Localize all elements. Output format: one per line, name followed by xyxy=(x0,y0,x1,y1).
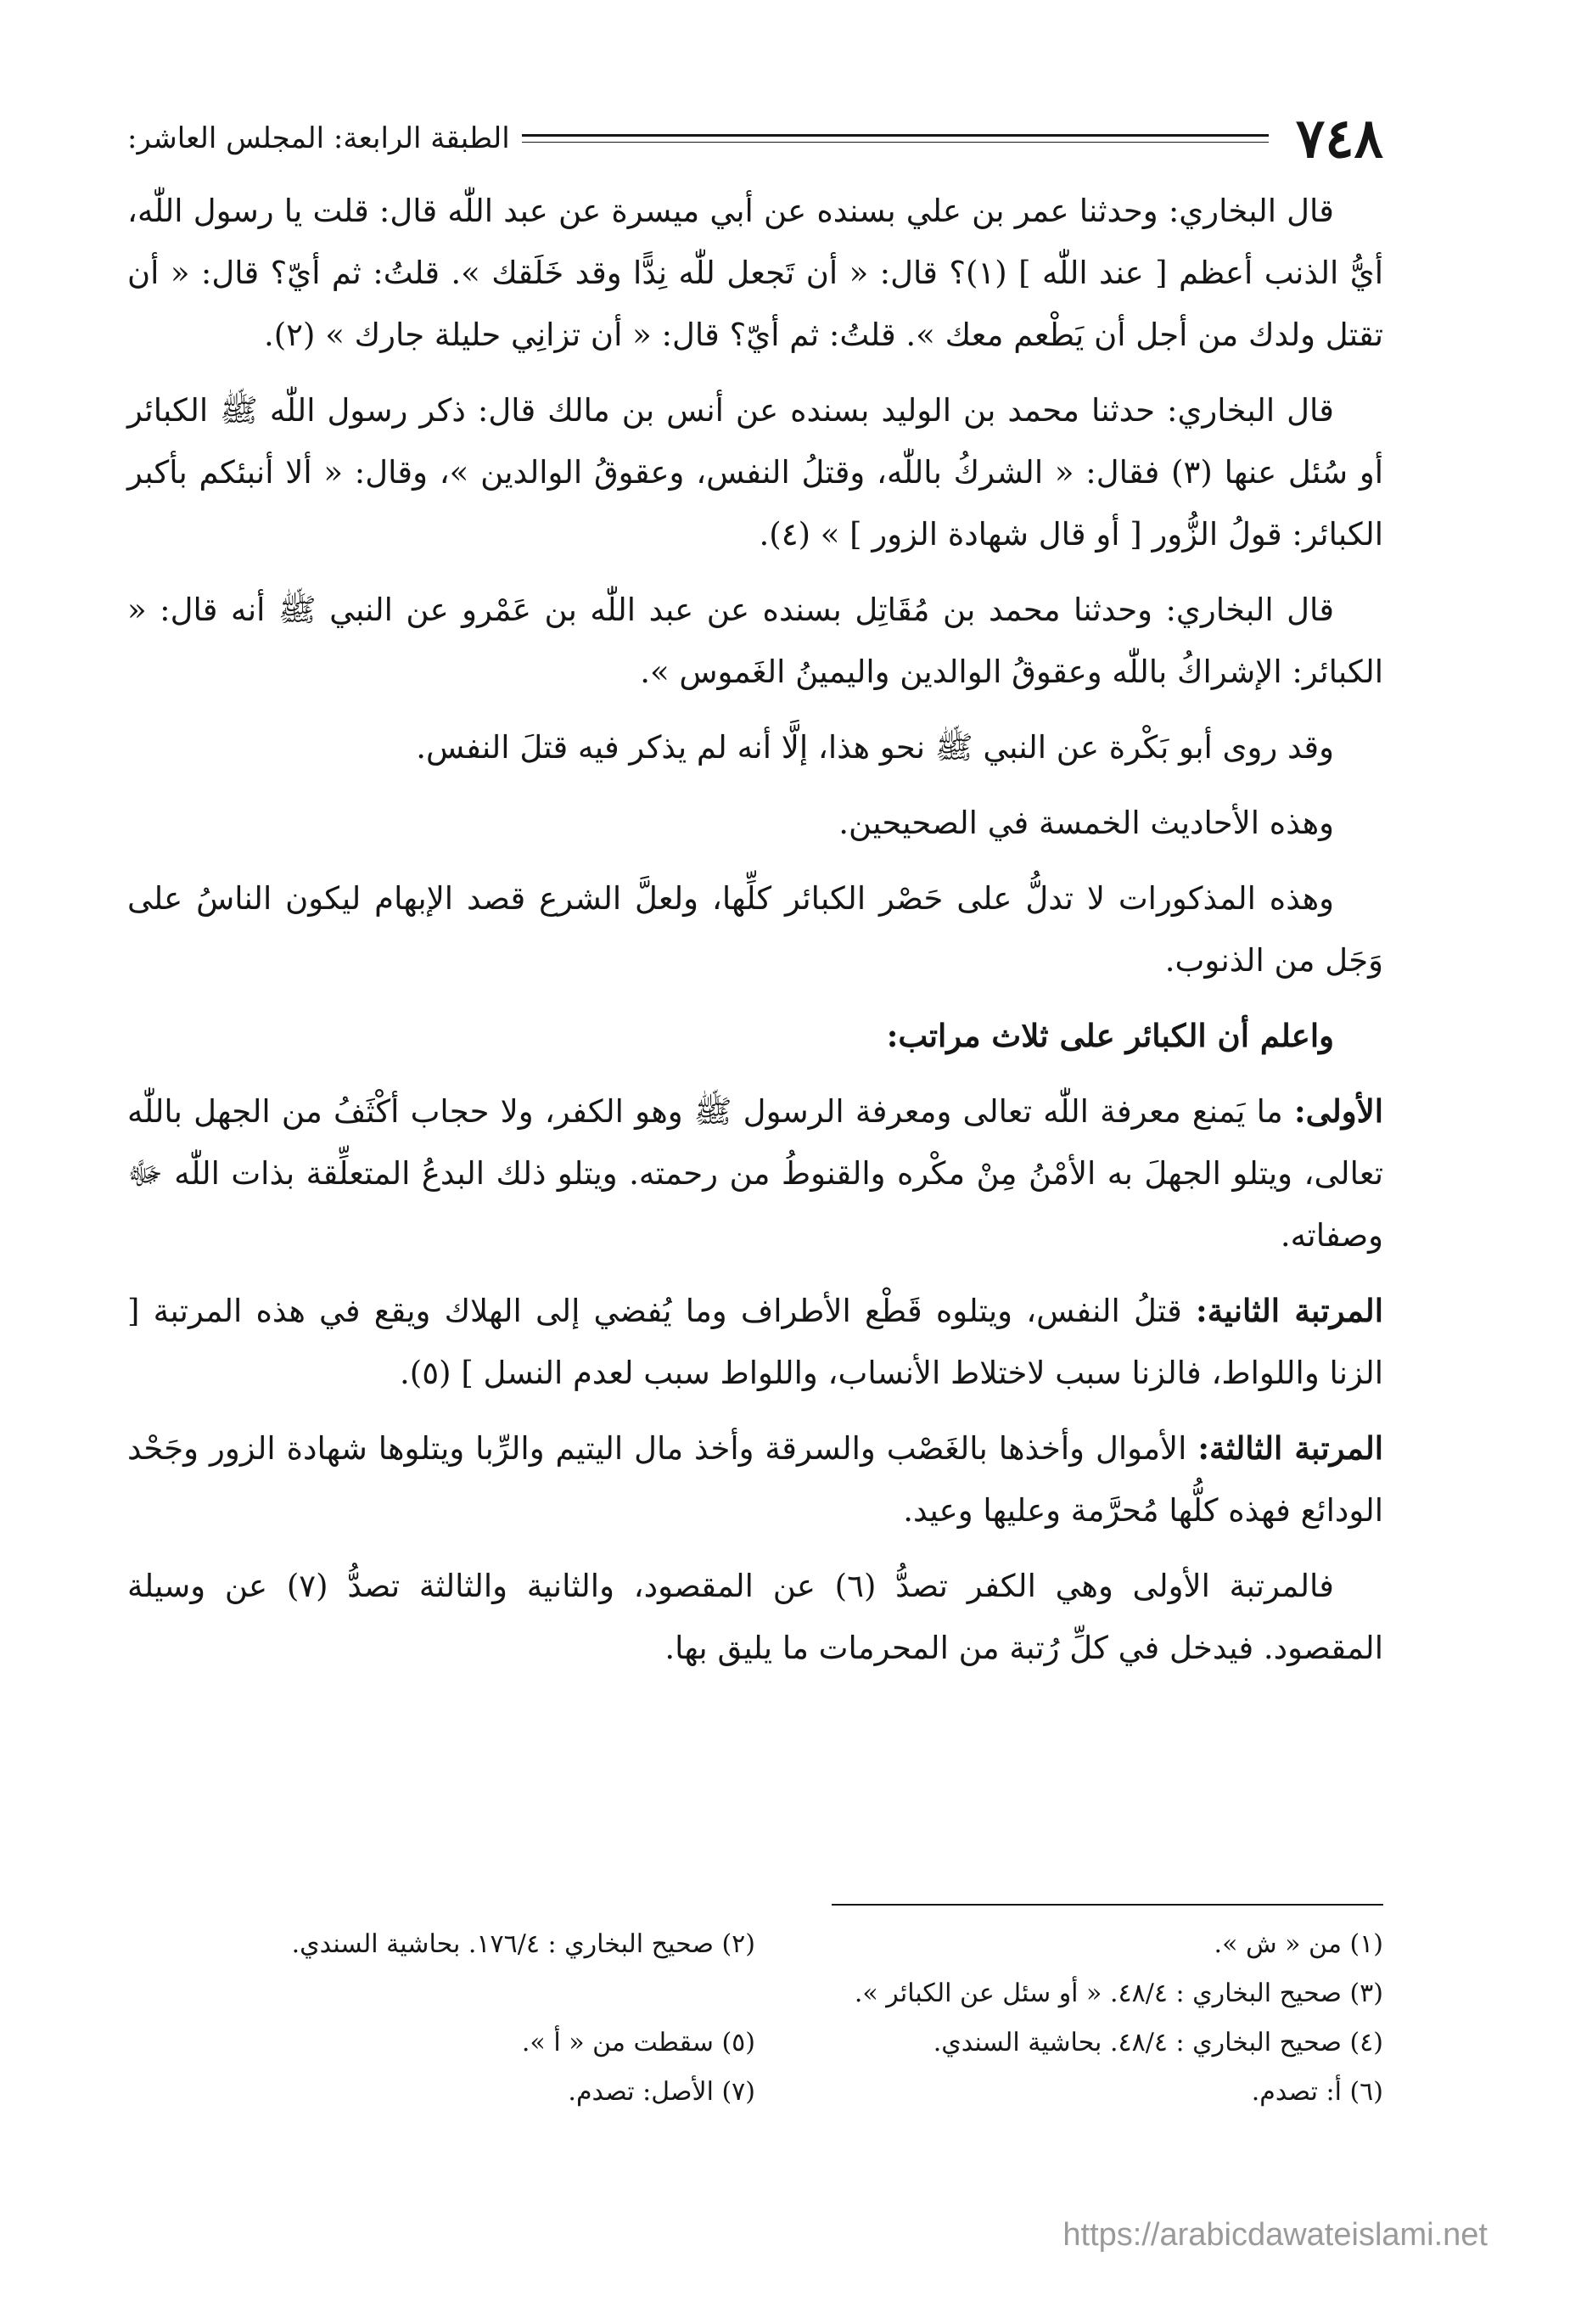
footnote-1: (١) من « ش ». xyxy=(1214,1929,1383,1959)
closing-paragraph: فالمرتبة الأولى وهي الكفر تصدُّ (٦) عن المقصود، والثانية والثالثة تصدُّ (٧) عن وسيلة المقصود. فيدخل في كلِّ رُتبة من المحرمات ما يليق بها. xyxy=(127,1568,1383,1666)
rank-first-text: ما يَمنع معرفة اللّٰه تعالى ومعرفة الرسول ﷺ وهو الكفر، ولا حجاب أكْثَفُ من الجهل باللّٰه تعالى، ويتلو الجهلَ به الأمْنُ مِنْ مكْره والقنوطُ من رحمته. ويتلو ذلك البدعُ المتعلِّقة بذات اللّٰه ﷻ وصفاته. xyxy=(127,1093,1383,1254)
footnotes xyxy=(127,1920,1383,2117)
footnote-separator xyxy=(832,1904,1383,1906)
rank-second xyxy=(127,1280,1383,1404)
rank-second-label: المرتبة الثانية: xyxy=(1196,1292,1383,1329)
paragraph-bukhari-anas: قال البخاري: حدثنا محمد بن الوليد بسنده عن أنس بن مالك قال: ذكر رسول اللّٰه ﷺ الكبائر أو سُئل عنها (٣) فقال: « الشركُ باللّٰه، وقتلُ النفس، وعقوقُ الوالدين »، وقال: « ألا أنبئكم بأكبر الكبائر: قولُ الزُّور [ أو قال شهادة الزور ] » (٤). xyxy=(127,392,1384,553)
footnote-3: (٣) صحيح البخاري : ٤٨/٤. « أو سئل عن الكبائر ». xyxy=(854,1979,1383,2008)
rank-third-label: المرتبة الثالثة: xyxy=(1197,1429,1384,1467)
footnote-row xyxy=(127,2018,1383,2068)
rank-third-text: الأموال وأخذها بالغَصْب والسرقة وأخذ مال اليتيم والرِّبا ويتلوها شهادة الزور وجَحْد الودائع فهذه كلُّها مُحرَّمة وعليها وعيد. xyxy=(127,1430,1383,1529)
watermark-url: https://arabicdawateislami.net xyxy=(1062,2217,1488,2253)
paragraph-bukhari-ibn-masud: قال البخاري: وحدثنا عمر بن علي بسنده عن أبي ميسرة عن عبد اللّٰه قال: قلت يا رسول اللّٰه، أيُّ الذنب أعظم [ عند اللّٰه ] (١)؟ قال: « أن تَجعل للّٰه نِدًّا وقد خَلَقك ». قلتُ: ثم أيّ؟ قال: « أن تقتل ولدك من أجل أن يَطْعم معك ». قلتُ: ثم أيّ؟ قال: « أن تزانِي حليلة جارك » (٢). xyxy=(127,193,1383,353)
footnote-row xyxy=(127,1920,1383,1969)
header-rule xyxy=(522,134,1269,143)
footnote-4: (٤) صحيح البخاري : ٤٨/٤. بحاشية السندي. xyxy=(933,2028,1383,2057)
rank-third xyxy=(127,1417,1383,1541)
footnote-2: (٢) صحيح البخاري : ١٧٦/٤. بحاشية السندي. xyxy=(291,1929,755,1959)
rank-second-text: قتلُ النفس، ويتلوه قَطْع الأطراف وما يُفضي إلى الهلاك ويقع في هذه المرتبة [ الزنا واللواط، فالزنا سبب لاختلاط الأنساب، واللواط سبب لعدم النسل ] (٥). xyxy=(127,1293,1383,1391)
footnote-row xyxy=(127,2068,1383,2117)
running-header xyxy=(127,100,1383,177)
rank-first xyxy=(127,1081,1383,1266)
rank-first-label: الأولى: xyxy=(1293,1092,1383,1130)
page-number: ٧٤٨ xyxy=(1295,106,1383,171)
paragraph-bukhari-ibn-amr: قال البخاري: وحدثنا محمد بن مُقَاتِل بسنده عن عبد اللّٰه بن عَمْرو عن النبي ﷺ أنه قال: « الكبائر: الإشراكُ باللّٰه وعقوقُ الوالدين واليمينُ الغَموس ». xyxy=(127,592,1383,690)
footnote-row xyxy=(127,1969,1383,2018)
paragraph-abu-bakra: وقد روى أبو بَكْرة عن النبي ﷺ نحو هذا، إلَّا أنه لم يذكر فيه قتلَ النفس. xyxy=(416,729,1334,766)
paragraph-not-exhaustive: وهذه المذكورات لا تدلُّ على حَصْر الكبائر كلِّها، ولعلَّ الشرع قصد الإبهام ليكون الناسُ على وَجَل من الذنوب. xyxy=(127,880,1383,979)
running-title: الطبقة الرابعة: المجلس العاشر: xyxy=(127,121,510,155)
main-text xyxy=(127,180,1383,1692)
footnote-5: (٥) سقطت من « أ ». xyxy=(521,2028,755,2057)
paragraph-sahihayn-note: وهذه الأحاديث الخمسة في الصحيحين. xyxy=(838,805,1334,841)
footnote-6: (٦) أ: تصدم. xyxy=(1251,2077,1383,2107)
footnote-7: (٧) الأصل: تصدم. xyxy=(568,2077,755,2107)
ranks-heading: واعلم أن الكبائر على ثلاث مراتب: xyxy=(886,1017,1334,1054)
